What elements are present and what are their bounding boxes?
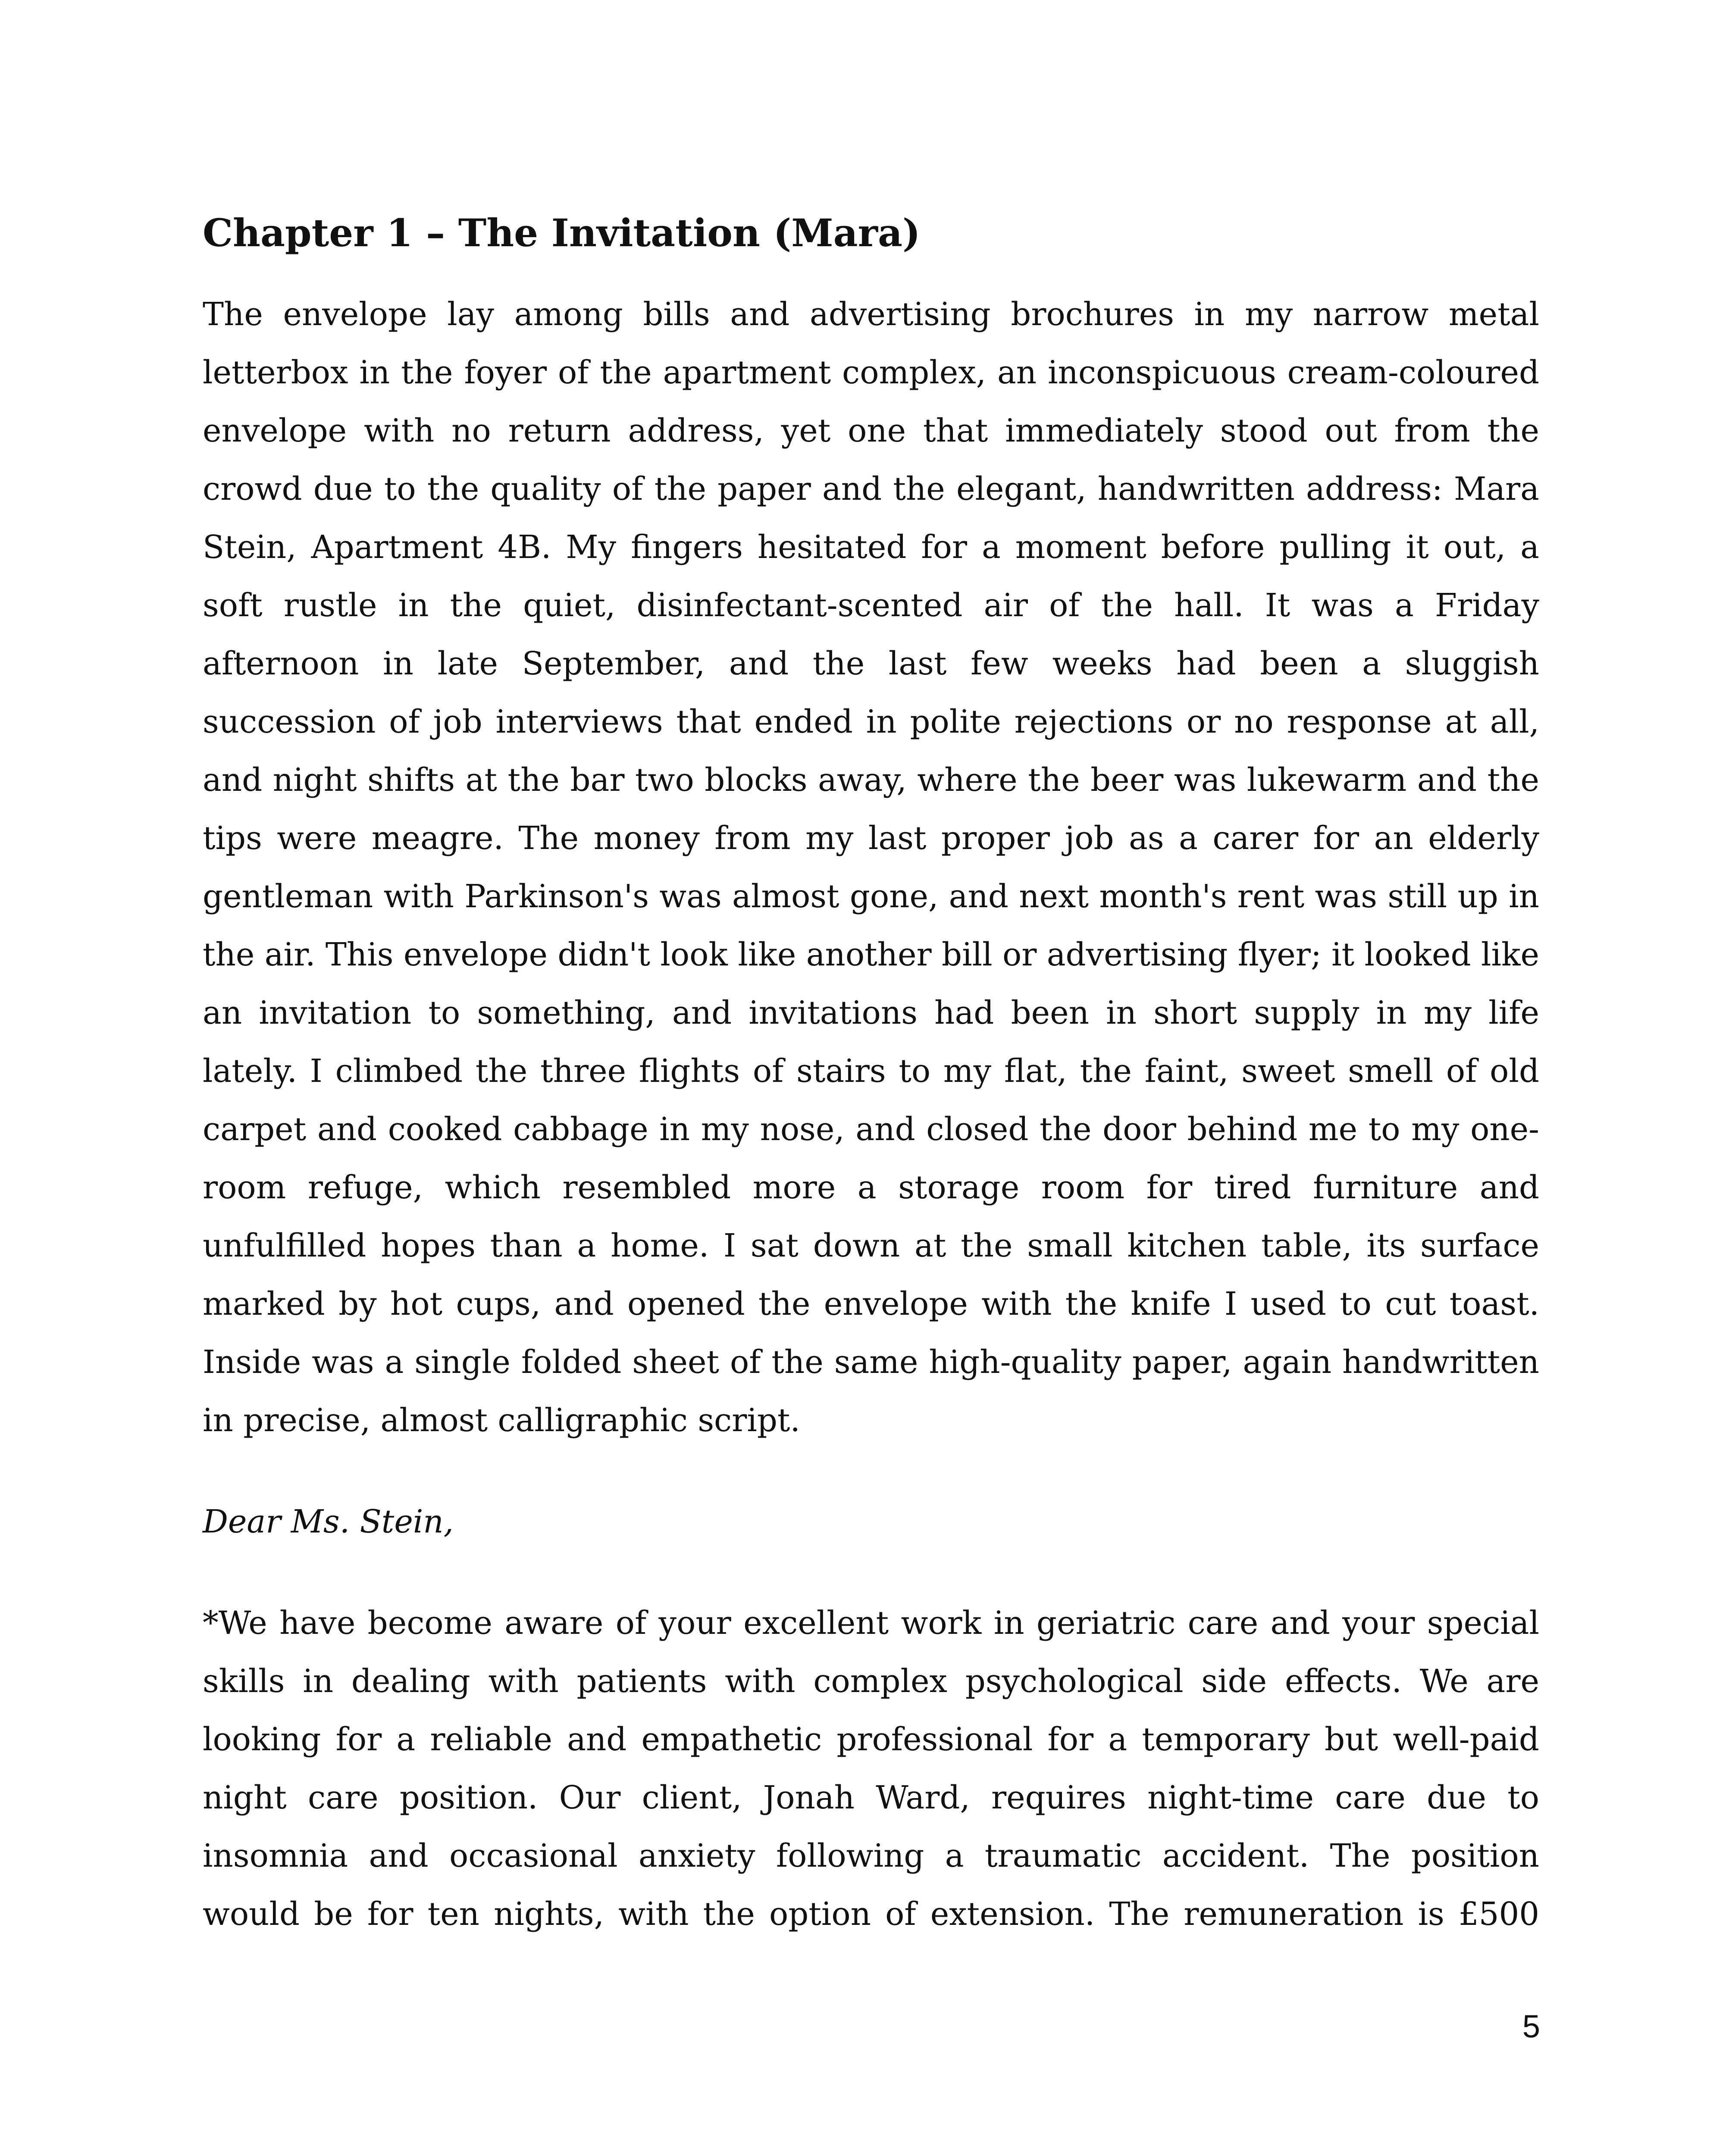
body-paragraph: The envelope lay among bills and advertising brochures in my narrow metal letterbox in the foyer of the apartment complex, an inconspicuous cream-coloured envelope with no return address, yet one that immediately stood out from the crowd due to the quality of the paper and the elegant, handwritten address: Mara Stein, Apartment 4B. My fingers hesitated for a moment before pulling it out, a soft rustle in the quiet, disinfectant-scented air of the hall. It was a Friday afternoon in late September, and the last few weeks had been a sluggish succession of job interviews that ended in polite rejections or no response at all, and night shifts at the bar two blocks away, where the beer was lukewarm and the tips were meagre. The money from my last proper job as a carer for an elderly gentleman with Parkinson's was almost gone, and next month's rent was still up in the air. This envelope didn't look like another bill or advertising flyer; it looked like an invitation to something, and invitations had been in short supply in my life lately. I climbed the three flights of stairs to my flat, the faint, sweet smell of old carpet and cooked cabbage in my nose, and closed the door behind me to my one-room refuge, which resembled more a storage room for tired furniture and unfulfilled hopes than a home. I sat down at the small kitchen table, its surface marked by hot cups, and opened the envelope with the knife I used to cut toast. Inside was a single folded sheet of the same high-quality paper, again handwritten in precise, almost calligraphic script. bbox=[203, 296, 1539, 1439]
chapter-title: Chapter 1 – The Invitation (Mara) bbox=[203, 210, 921, 255]
page-content bbox=[203, 203, 1539, 1943]
page-number: 5 bbox=[1522, 2009, 1540, 2044]
letter-salutation: Dear Ms. Stein, bbox=[203, 1504, 454, 1540]
letter-paragraph: *We have become aware of your excellent work in geriatric care and your special skills in dealing with patients with complex psychological side effects. We are looking for a reliable and empathetic professional for a temporary but well-paid night care position. Our client, Jonah Ward, requires night-time care due to insomnia and occasional anxiety following a traumatic accident. The position would be for ten nights, with the option of extension. The remuneration is £500 bbox=[203, 1605, 1539, 1933]
